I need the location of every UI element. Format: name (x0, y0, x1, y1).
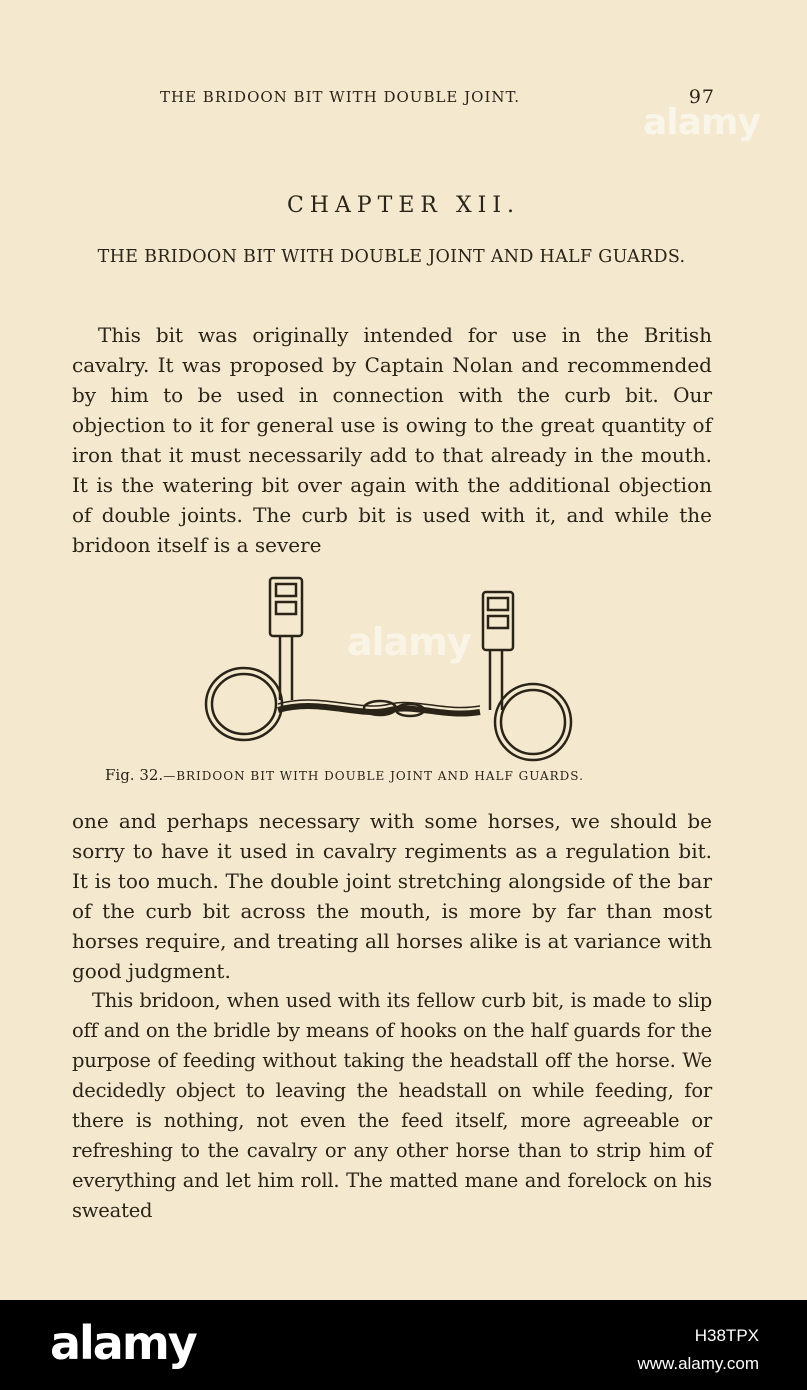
figure-caption (105, 766, 685, 784)
image-id: H38TPX (694, 1326, 759, 1345)
watermark-middle: alamy (347, 620, 471, 664)
stock-footer-bar (0, 1300, 807, 1390)
left-ring (206, 668, 282, 740)
running-title: THE BRIDOON BIT WITH DOUBLE JOINT. (160, 88, 521, 106)
figure-label: Fig. 32. (105, 766, 164, 784)
site-url: www.alamy.com (637, 1354, 759, 1373)
paragraph-3: This bridoon, when used with its fellow curb bit, is made to slip off and on the bridle by means of hooks on the half guards for the purpose of feeding without taking the headstall off the horse. We decidedly object to leaving the headstall on while feeding, for there is nothing, not even the feed itself, more agreeable or refreshing to the cavalry or any other horse than to strip him of everything and let him roll. The matted mane and forelock on his sweated (72, 989, 712, 1222)
bridoon-bit-illustration (200, 570, 580, 770)
watermark-top: alamy (643, 102, 760, 143)
bridoon-bit-drawing (200, 570, 580, 770)
page-number: 97 (688, 86, 715, 108)
image-credit (637, 1322, 759, 1378)
figure-caption-text: —BRIDOON BIT WITH DOUBLE JOINT AND HALF GUARDS. (163, 769, 584, 783)
chapter-title: THE BRIDOON BIT WITH DOUBLE JOINT AND HALF GUARDS. (97, 247, 686, 267)
paragraph-1: This bit was originally intended for use in the British cavalry. It was proposed by Captain Nolan and recommended by him to be used in connection with the curb bit. Our objection to it for general use is owing to the great quantity of iron that it must necessarily add to that already in the mouth. It is the watering bit over again with the additional objection of double joints. The curb bit is used with it, and while the bridoon itself is a severe (72, 323, 712, 557)
right-ring (495, 684, 571, 760)
chapter-heading: CHAPTER XII. (286, 193, 521, 218)
alamy-logo: alamy (50, 1316, 196, 1370)
paragraph-2: one and perhaps necessary with some horses, we should be sorry to have it used in cavalry regiments as a regulation bit. It is too much. The double joint stretching alongside of the bar of the curb bit across the mouth, is more by far than most horses require, and treating all horses alike is at variance with good judgment. (72, 809, 712, 983)
